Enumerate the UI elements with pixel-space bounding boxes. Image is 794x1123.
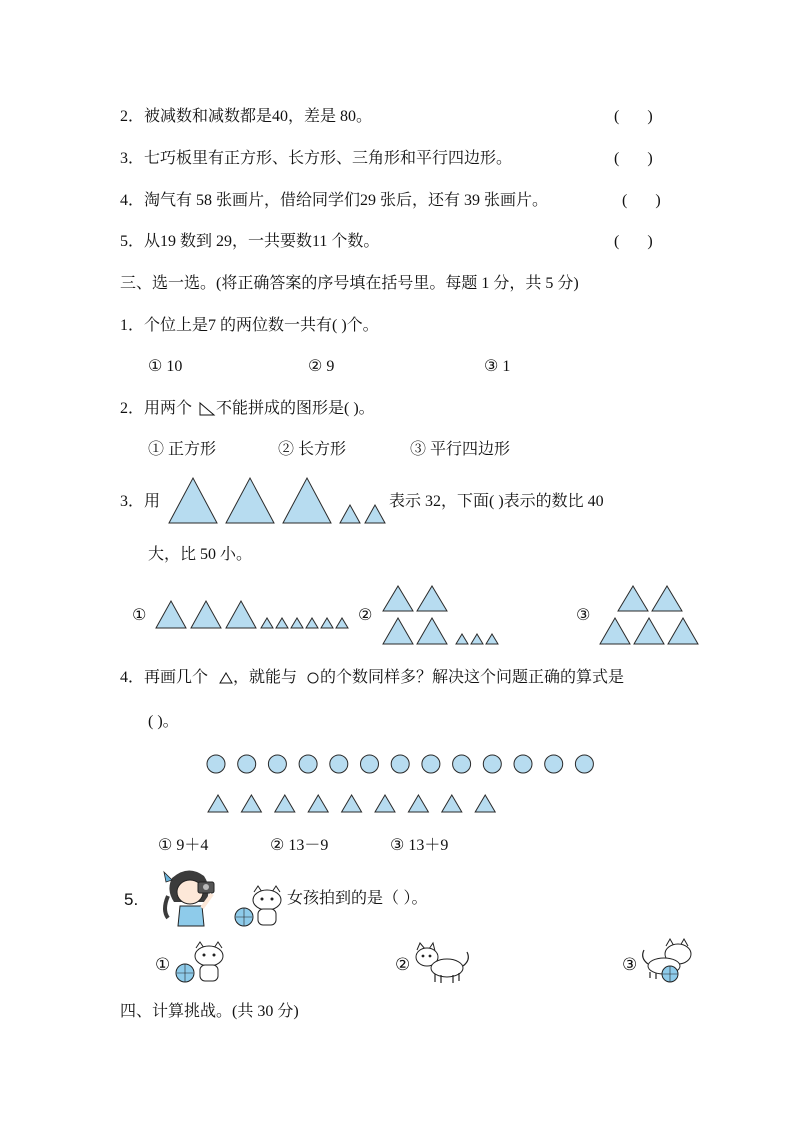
big-triangle-3 [283, 478, 331, 523]
s3-q3-marker-1: ① [132, 607, 147, 624]
s3-q3-marker-2: ② [358, 607, 373, 624]
q4-circle [299, 755, 317, 773]
q4-circle [207, 755, 225, 773]
big-triangle-1 [169, 478, 217, 523]
judge-q3: 3．七巧板里有正方形、长方形、三角形和平行四边形。 [120, 150, 513, 167]
big-triangle-2 [226, 478, 274, 523]
cat-with-ball-illustration [232, 884, 288, 930]
q4-circle [453, 755, 471, 773]
q4-triangle [208, 795, 228, 812]
option-3-cat-back-with-ball [640, 936, 700, 982]
s3-q1-option-1: ① 10 [148, 358, 183, 375]
q4-triangle-row [205, 792, 505, 816]
judge-q2: 2．被减数和减数都是40，差是 80。 [120, 108, 373, 125]
q4-circle [575, 755, 593, 773]
small-circle-icon [307, 672, 319, 684]
section3-title: 三、选一选。(将正确答案的序号填在括号里。每题 1 分，共 5 分) [120, 275, 579, 292]
s3-q2-stem-b: 不能拼成的图形是( )。 [216, 400, 375, 417]
judge-q2-paren[interactable]: ( ) [614, 108, 653, 125]
s3-q3-marker-3: ③ [576, 607, 591, 624]
s3-q3-stem-c: 大，比 50 小。 [148, 546, 253, 563]
option-1-cat-front-with-ball [174, 940, 230, 986]
small-triangle-2 [365, 505, 385, 523]
s3-q5-marker-2: ② [395, 955, 411, 974]
q4-circle [422, 755, 440, 773]
q4-circle [268, 755, 286, 773]
s3-q4-stem-c: 的个数同样多？解决这个问题正确的算式是 [320, 669, 625, 686]
section4-title: 四、计算挑战。(共 30 分) [120, 1003, 299, 1020]
s3-q3-stem-a: 3．用 [120, 493, 161, 510]
right-triangle-icon [199, 402, 215, 416]
q4-triangle [275, 795, 295, 812]
s3-q2-option-1: ① 正方形 [148, 441, 217, 458]
q3-option-2-triangles [381, 584, 521, 646]
judge-q5-paren[interactable]: ( ) [614, 233, 653, 250]
q3-option-1-triangles [155, 598, 355, 630]
s3-q2-option-2: ② 长方形 [278, 441, 347, 458]
s3-q2-stem-a: 2．用两个 [120, 400, 193, 417]
s3-q1-stem: 1．个位上是7 的两位数一共有( )个。 [120, 317, 379, 334]
judge-q4-paren[interactable]: ( ) [622, 192, 661, 209]
s3-q4-stem-a: 4．再画几个 [120, 669, 209, 686]
q4-triangle [342, 795, 362, 812]
s3-q1-option-3: ③ 1 [484, 358, 511, 375]
q4-triangle [408, 795, 428, 812]
small-triangle-1 [340, 505, 360, 523]
s3-q1-option-2: ② 9 [308, 358, 335, 375]
option-2-cat-side [413, 940, 473, 986]
small-triangle-icon [219, 672, 233, 684]
s3-q4-answer[interactable]: ( )。 [148, 713, 179, 730]
judge-q3-paren[interactable]: ( ) [614, 150, 653, 167]
q4-circle-row [205, 752, 605, 776]
judge-q4: 4．淘气有 58 张画片，借给同学们29 张后，还有 39 张画片。 [120, 192, 549, 209]
q4-triangle [375, 795, 395, 812]
q3-option-3-triangles [598, 584, 708, 646]
q4-circle [391, 755, 409, 773]
q4-triangle [442, 795, 462, 812]
q4-circle [545, 755, 563, 773]
s3-q3-stem-b: 表示 32，下面( )表示的数比 40 [389, 493, 604, 510]
q4-triangle [308, 795, 328, 812]
q4-circle [238, 755, 256, 773]
s3-q5-number: 5. [124, 890, 139, 909]
s3-q5-marker-3: ③ [622, 955, 638, 974]
girl-with-camera-illustration [158, 866, 228, 928]
s3-q4-stem-b: ，就能与 [233, 669, 298, 686]
s3-q5-stem: 女孩拍到的是（ ）。 [287, 890, 428, 907]
s3-q2-option-3: ③ 平行四边形 [410, 441, 511, 458]
s3-q4-option-2: ② 13－9 [270, 837, 329, 854]
q3-example-triangles [165, 475, 390, 525]
q4-circle [361, 755, 379, 773]
q4-triangle [475, 795, 495, 812]
q4-circle [330, 755, 348, 773]
q4-triangle [241, 795, 261, 812]
s3-q4-option-1: ① 9＋4 [158, 837, 209, 854]
s3-q4-option-3: ③ 13＋9 [390, 837, 449, 854]
judge-q5: 5．从19 数到 29，一共要数11 个数。 [120, 233, 380, 250]
q4-circle [483, 755, 501, 773]
s3-q5-marker-1: ① [155, 955, 171, 974]
q4-circle [514, 755, 532, 773]
